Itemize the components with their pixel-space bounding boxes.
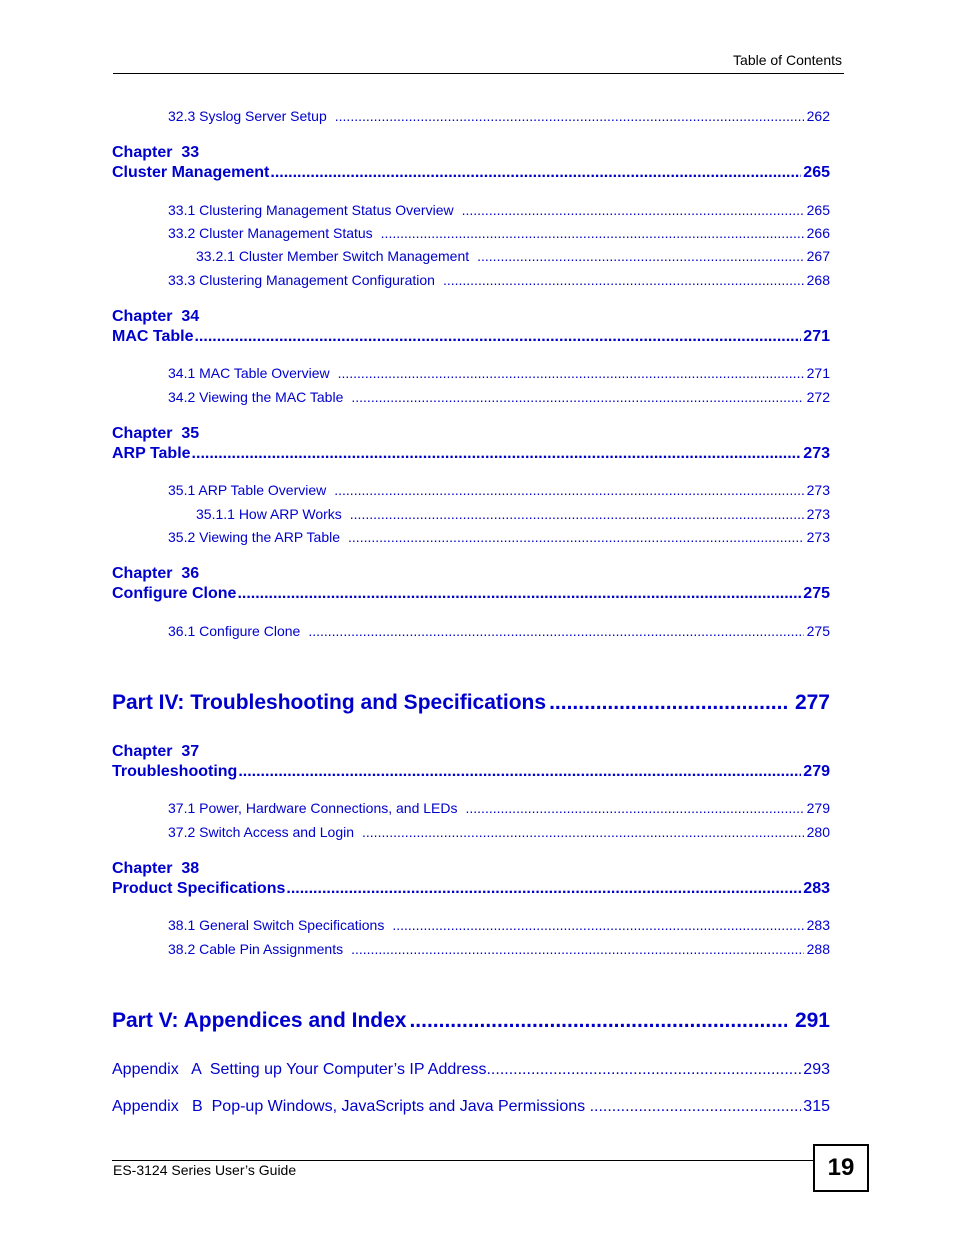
toc-entry-label: 37.1 Power, Hardware Connections, and LEDs <box>168 800 458 816</box>
dot-leader <box>334 482 803 498</box>
dot-leader <box>486 1061 801 1079</box>
dot-leader <box>348 529 804 545</box>
toc-chapter-35[interactable] <box>112 445 830 463</box>
toc-entry-label: 33.1 Clustering Management Status Overview <box>168 202 454 218</box>
dot-leader <box>462 202 804 218</box>
toc-page-number: 283 <box>803 880 830 897</box>
toc-page-number: 262 <box>806 108 830 124</box>
dot-leader <box>381 225 804 241</box>
toc-page-number: 288 <box>806 941 830 957</box>
toc-entry-label: 37.2 Switch Access and Login <box>168 824 355 840</box>
toc-entry-34-2[interactable] <box>168 389 830 405</box>
dot-leader <box>192 445 802 463</box>
toc-entry-label: 33.2 Cluster Management Status <box>168 225 373 241</box>
toc-part-iv[interactable] <box>112 691 830 715</box>
toc-entry-label: 34.1 MAC Table Overview <box>168 365 330 381</box>
toc-entry-33-3[interactable] <box>168 272 830 288</box>
header-rule <box>113 73 844 74</box>
toc-entry-label: 32.3 Syslog Server Setup <box>168 108 327 124</box>
toc-page-number: 280 <box>806 824 830 840</box>
toc-entry-label: 34.2 Viewing the MAC Table <box>168 389 344 405</box>
toc-page-number: 273 <box>806 506 830 522</box>
toc-entry-label: Product Specifications <box>112 880 286 897</box>
toc-page-number: 271 <box>803 328 830 345</box>
chapter-number: Chapter 34 <box>112 308 200 325</box>
toc-entry-label: Troubleshooting <box>112 763 238 780</box>
toc-entry-34-1[interactable] <box>168 365 830 381</box>
toc-entry-35-1[interactable] <box>168 482 830 498</box>
toc-entry-label: Configure Clone <box>112 585 237 602</box>
toc-entry-label: 35.1 ARP Table Overview <box>168 482 327 498</box>
toc-page-number: 291 <box>794 1009 830 1032</box>
footer-guide-title: ES-3124 Series User’s Guide <box>113 1162 297 1178</box>
toc-entry-label: 36.1 Configure Clone <box>168 623 301 639</box>
toc-entry-label: MAC Table <box>112 328 194 345</box>
header-title: Table of Contents <box>733 52 842 68</box>
toc-entry-label: 38.2 Cable Pin Assignments <box>168 941 344 957</box>
chapter-number: Chapter 35 <box>112 425 200 442</box>
footer-rule <box>112 1160 814 1161</box>
chapter-number: Chapter 37 <box>112 743 200 760</box>
toc-entry-label: Appendix A Setting up Your Computer’s IP Address <box>112 1061 487 1078</box>
toc-entry-label: Part V: Appendices and Index <box>112 1009 407 1032</box>
toc-entry-label: 33.2.1 Cluster Member Switch Management <box>196 248 470 264</box>
page-number-box <box>813 1144 869 1192</box>
toc-page-number: 279 <box>806 800 830 816</box>
toc-page-number: 273 <box>806 529 830 545</box>
dot-leader <box>237 585 801 603</box>
toc-chapter-34[interactable] <box>112 328 830 346</box>
toc-entry-label: 33.3 Clustering Management Configuration <box>168 272 435 288</box>
dot-leader <box>238 763 801 781</box>
toc-entry-label: Appendix B Pop-up Windows, JavaScripts and Java Permissions <box>112 1098 590 1115</box>
toc-page-number: 272 <box>806 389 830 405</box>
toc-entry-36-1[interactable] <box>168 623 830 639</box>
dot-leader <box>409 1009 786 1033</box>
dot-leader <box>466 800 804 816</box>
toc-entry-38-2[interactable] <box>168 941 830 957</box>
toc-entry-37-1[interactable] <box>168 800 830 816</box>
dot-leader <box>477 248 804 264</box>
dot-leader <box>270 164 801 182</box>
toc-page-number: 265 <box>803 164 830 181</box>
toc-entry-37-2[interactable] <box>168 824 830 840</box>
toc-page-number: 293 <box>803 1061 830 1078</box>
toc-entry-32-3[interactable] <box>168 108 830 124</box>
toc-page-number: 268 <box>806 272 830 288</box>
toc-page-number: 275 <box>803 585 830 602</box>
dot-leader <box>590 1098 802 1116</box>
toc-chapter-36[interactable] <box>112 585 830 603</box>
toc-entry-label: 38.1 General Switch Specifications <box>168 917 385 933</box>
dot-leader <box>308 623 803 639</box>
dot-leader <box>350 506 804 522</box>
toc-page-number: 267 <box>806 248 830 264</box>
toc-appendix-b[interactable] <box>112 1098 830 1116</box>
toc-appendix-a[interactable] <box>112 1061 830 1079</box>
toc-chapter-37[interactable] <box>112 763 830 781</box>
dot-leader <box>335 108 804 124</box>
dot-leader <box>443 272 804 288</box>
toc-page-number: 273 <box>803 445 830 462</box>
toc-page-number: 283 <box>806 917 830 933</box>
toc-entry-35-2[interactable] <box>168 529 830 545</box>
toc-page-number: 279 <box>803 763 830 780</box>
dot-leader <box>392 917 803 933</box>
page-number: 19 <box>827 1154 855 1181</box>
toc-entry-33-2[interactable] <box>168 225 830 241</box>
toc-page-number: 266 <box>806 225 830 241</box>
toc-page-number: 275 <box>806 623 830 639</box>
toc-chapter-38[interactable] <box>112 880 830 898</box>
dot-leader <box>338 365 804 381</box>
toc-part-v[interactable] <box>112 1009 830 1033</box>
toc-entry-label: ARP Table <box>112 445 191 462</box>
toc-entry-38-1[interactable] <box>168 917 830 933</box>
toc-chapter-33[interactable] <box>112 164 830 182</box>
toc-page-number: 271 <box>806 365 830 381</box>
dot-leader <box>194 328 801 346</box>
chapter-number: Chapter 38 <box>112 860 200 877</box>
toc-page-number: 315 <box>803 1098 830 1115</box>
toc-page-number: 265 <box>806 202 830 218</box>
toc-entry-33-2-1[interactable] <box>196 248 830 264</box>
chapter-number: Chapter 36 <box>112 565 200 582</box>
chapter-number: Chapter 33 <box>112 144 200 161</box>
dot-leader <box>362 824 804 840</box>
toc-page-number: 273 <box>806 482 830 498</box>
dot-leader <box>351 941 804 957</box>
dot-leader <box>351 389 803 405</box>
toc-entry-label: Cluster Management <box>112 164 270 181</box>
dot-leader <box>549 691 787 715</box>
dot-leader <box>286 880 801 898</box>
toc-entry-label: 35.2 Viewing the ARP Table <box>168 529 341 545</box>
toc-entry-33-1[interactable] <box>168 202 830 218</box>
toc-entry-35-1-1[interactable] <box>196 506 830 522</box>
toc-entry-label: Part IV: Troubleshooting and Specifications <box>112 691 547 714</box>
toc-page-number: 277 <box>794 691 830 714</box>
toc-entry-label: 35.1.1 How ARP Works <box>196 506 342 522</box>
